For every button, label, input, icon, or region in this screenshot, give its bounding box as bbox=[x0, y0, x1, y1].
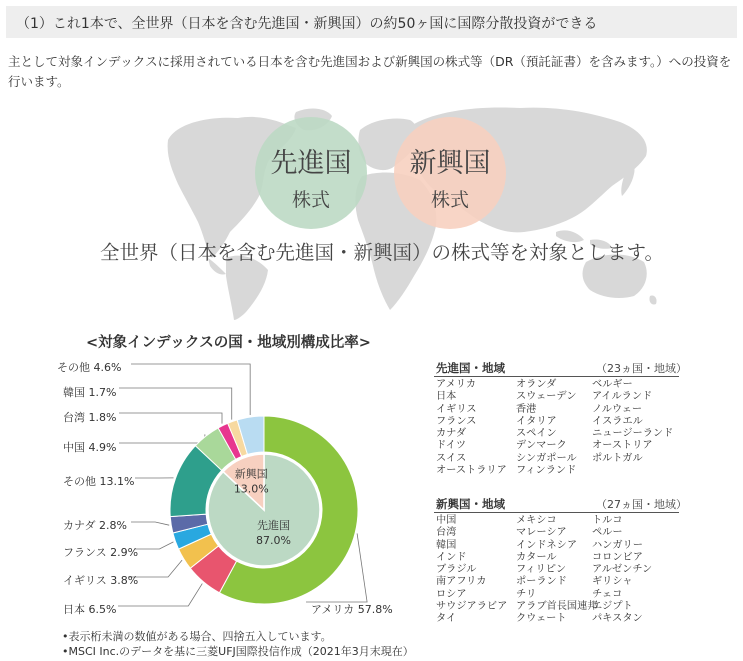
slice-label-canada: カナダ 2.8% bbox=[63, 519, 127, 532]
section-heading-text: （1）これ1本で、全世界（日本を含む先進国・新興国）の約50ヶ国に国際分散投資ができる bbox=[16, 16, 598, 32]
country-item: イタリア bbox=[516, 415, 557, 427]
footnotes bbox=[62, 629, 414, 659]
slice-label-other-developed: その他 13.1% bbox=[63, 475, 135, 488]
developed-table-count: （23ヵ国・地域） bbox=[596, 362, 687, 375]
emerging-circle-line1: 新興国 bbox=[409, 148, 491, 179]
emerging-col-3 bbox=[592, 515, 652, 626]
slice-label-france: フランス 2.9% bbox=[63, 546, 139, 559]
footnote-rounding: •表示桁未満の数値がある場合、四捨五入しています。 bbox=[62, 630, 332, 643]
country-item: ペルー bbox=[592, 527, 623, 539]
developed-table-title: 先進国・地域 bbox=[436, 361, 505, 375]
developed-table-rule bbox=[434, 376, 679, 377]
slice-label-taiwan: 台湾 1.8% bbox=[63, 411, 117, 424]
slice-label-korea: 韓国 1.7% bbox=[63, 386, 117, 399]
developed-col-2 bbox=[516, 379, 577, 477]
country-item: ハンガリー bbox=[592, 539, 643, 551]
country-item: スウェーデン bbox=[516, 391, 577, 403]
emerging-table-rule bbox=[434, 512, 679, 513]
country-item: マレーシア bbox=[516, 527, 567, 539]
country-item: エジプト bbox=[592, 601, 633, 613]
slice-label-usa: アメリカ 57.8% bbox=[311, 603, 393, 616]
inner-label-emerging-value: 13.0% bbox=[233, 482, 269, 496]
inner-label-developed-name: 先進国 bbox=[257, 519, 291, 533]
country-item: ブラジル bbox=[436, 564, 477, 576]
country-item: ポルトガル bbox=[592, 452, 643, 464]
country-item: チリ bbox=[516, 588, 537, 600]
footnote-source: •MSCI Inc.のデータを基に三菱UFJ国際投信作成（2021年3月末現在） bbox=[62, 645, 414, 658]
country-item: ロシア bbox=[436, 588, 467, 600]
country-item: アイルランド bbox=[592, 391, 653, 403]
country-item: 南アフリカ bbox=[436, 576, 487, 588]
country-item: メキシコ bbox=[516, 515, 557, 526]
country-item: コロンビア bbox=[592, 551, 643, 563]
country-item: フィリピン bbox=[516, 564, 567, 576]
country-item: ベルギー bbox=[592, 379, 633, 390]
developed-circle-line1: 先進国 bbox=[270, 148, 352, 179]
country-item: パキスタン bbox=[592, 613, 643, 625]
country-item: トルコ bbox=[592, 515, 623, 526]
country-item: デンマーク bbox=[516, 440, 567, 452]
inner-label-emerging-name: 新興国 bbox=[234, 467, 268, 481]
country-item: 中国 bbox=[436, 515, 457, 526]
developed-circle-line2: 株式 bbox=[291, 189, 331, 211]
leader-line bbox=[131, 364, 250, 415]
country-item: サウジアラビア bbox=[436, 601, 508, 613]
country-item: インド bbox=[436, 551, 467, 563]
country-item: 台湾 bbox=[436, 527, 457, 539]
country-item: オーストラリア bbox=[436, 465, 507, 477]
banner-caption: 全世界（日本を含む先進国・新興国）の株式等を対象とします。 bbox=[100, 241, 664, 264]
country-item: クウェート bbox=[516, 613, 567, 625]
country-item: ニュージーランド bbox=[592, 428, 674, 440]
country-item: 香港 bbox=[516, 403, 537, 415]
country-item: ドイツ bbox=[436, 440, 467, 452]
country-item: カナダ bbox=[436, 428, 467, 440]
intro-text: 主として対象インデックスに採用されている日本を含む先進国および新興国の株式等（DR（預託証書）を含みます。）への投資を行います。 bbox=[8, 54, 732, 89]
country-item: フランス bbox=[436, 415, 477, 427]
emerging-table-title: 新興国・地域 bbox=[436, 497, 505, 511]
country-item: インドネシア bbox=[516, 539, 578, 551]
country-item: イギリス bbox=[436, 403, 477, 415]
developed-col-1 bbox=[436, 379, 507, 477]
leader-line bbox=[119, 434, 205, 443]
country-item: オランダ bbox=[516, 379, 557, 390]
inner-label-developed-value: 87.0% bbox=[256, 534, 292, 548]
leader-line bbox=[131, 522, 169, 525]
leader-line bbox=[119, 413, 222, 424]
chart-title: <対象インデックスの国・地域別構成比率> bbox=[86, 335, 371, 351]
country-item: ポーランド bbox=[516, 576, 567, 588]
country-item: フィンランド bbox=[516, 465, 577, 477]
country-item: イスラエル bbox=[592, 415, 643, 427]
emerging-col-1 bbox=[436, 515, 507, 626]
emerging-table-count: （27ヵ国・地域） bbox=[596, 498, 687, 511]
slice-label-japan: 日本 6.5% bbox=[63, 603, 117, 616]
country-item: アルゼンチン bbox=[592, 564, 653, 576]
country-item: オーストリア bbox=[592, 440, 653, 452]
emerging-col-2 bbox=[516, 515, 598, 626]
country-item: シンガポール bbox=[516, 452, 577, 464]
country-item: アラブ首長国連邦 bbox=[516, 601, 598, 613]
slice-label-other-emerging: その他 4.6% bbox=[57, 361, 122, 374]
country-item: 日本 bbox=[436, 391, 457, 403]
emerging-circle-line2: 株式 bbox=[430, 189, 470, 211]
country-item: ノルウェー bbox=[592, 403, 643, 415]
slice-label-china: 中国 4.9% bbox=[63, 441, 117, 454]
country-item: 韓国 bbox=[436, 539, 457, 551]
leader-line bbox=[119, 388, 232, 420]
country-item: タイ bbox=[436, 613, 457, 625]
leader-line bbox=[135, 542, 173, 549]
country-item: スペイン bbox=[516, 428, 557, 440]
country-item: スイス bbox=[436, 452, 467, 464]
developed-col-3 bbox=[592, 379, 673, 465]
country-item: アメリカ bbox=[436, 379, 477, 390]
country-item: カタール bbox=[516, 551, 557, 563]
country-item: ギリシャ bbox=[592, 576, 633, 588]
country-item: チェコ bbox=[592, 588, 623, 600]
slice-label-uk: イギリス 3.8% bbox=[63, 574, 139, 587]
